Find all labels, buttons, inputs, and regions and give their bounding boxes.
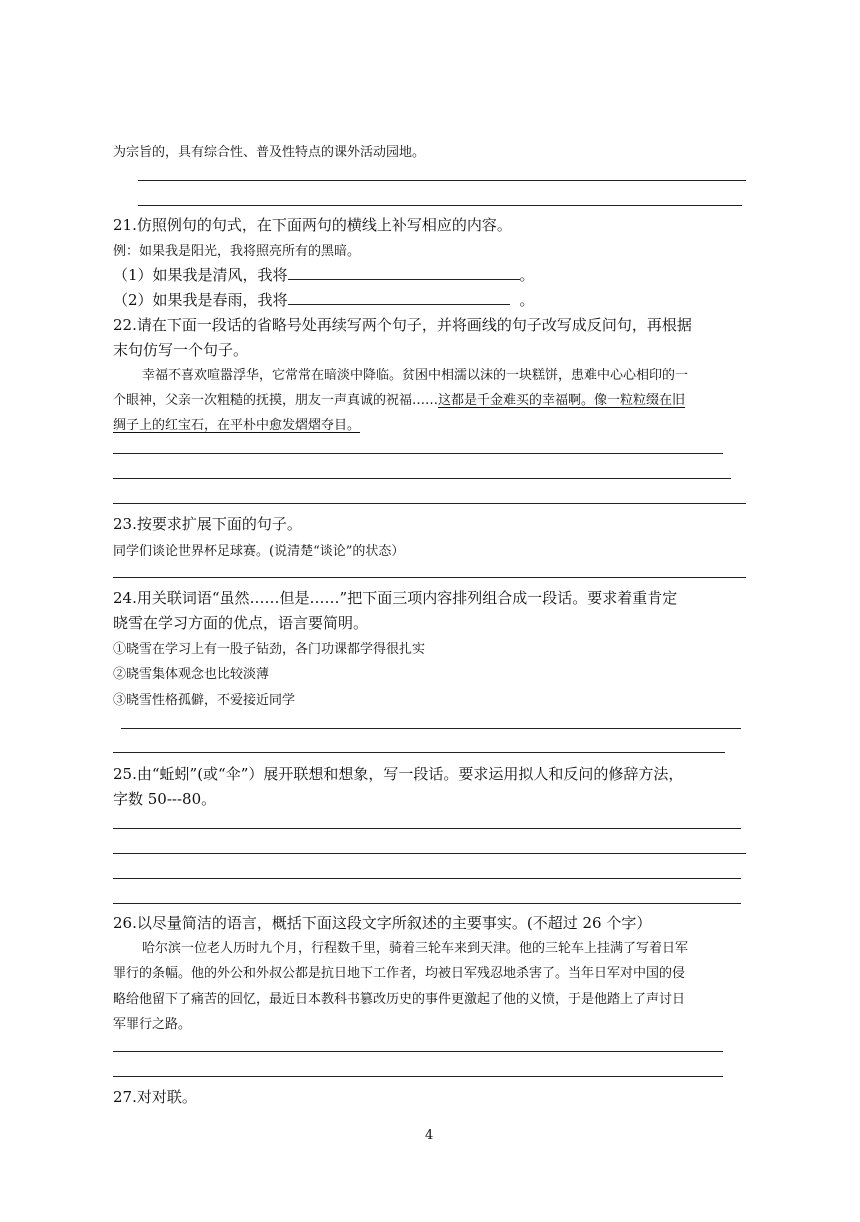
q24-title-line-2: 晓雪在学习方面的优点，语言要简明。 (113, 614, 369, 632)
q22-passage-tail: 。像一粒粒缀在旧 (581, 393, 686, 408)
answer-line (113, 878, 741, 879)
answer-line (138, 205, 742, 206)
answer-line (113, 1076, 723, 1077)
q23-title: 23.按要求扩展下面的句子。 (113, 515, 302, 533)
q24-title-line-1: 24.用关联词语“虽然……但是……”把下面三项内容排列组合成一段话。要求着重肯定 (113, 589, 678, 607)
q22-title-line-1: 22.请在下面一段话的省略号处再续写两个句子，并将画线的句子改写成反问句，再根据 (113, 316, 692, 334)
q27-title: 27.对对联。 (113, 1088, 197, 1106)
q22-passage-line-2 (113, 389, 685, 408)
q22-passage-line-3: 绸子上的红宝石，在平朴中愈发熠熠夺目。 (113, 418, 361, 433)
q24-item-2: ②晓雪集体观念也比较淡薄 (113, 667, 270, 682)
q25-title-line-1: 25.由“蚯蚓”(或“伞”）展开联想和想象，写一段话。要求运用拟人和反问的修辞方法， (113, 765, 684, 783)
answer-line (113, 903, 741, 904)
answer-line (138, 180, 746, 181)
fill-blank[interactable] (288, 265, 520, 280)
answer-line (113, 478, 731, 479)
answer-line (113, 503, 746, 504)
q25-title-line-2: 字数 50---80。 (113, 790, 217, 808)
q21-item-1-prefix: （1）如果我是清风，我将 (113, 266, 288, 284)
q21-item-2-prefix: （2）如果我是春雨，我将 (113, 291, 288, 309)
q26-passage-line-2: 罪行的条幅。他的外公和外叔公都是抗日地下工作者，均被日军残忍地杀害了。当年日军对中国的侵 (113, 966, 686, 981)
q21-item-2 (113, 289, 535, 310)
answer-line (113, 577, 746, 578)
q22-underlined-sentence: 这都是千金难买的幸福啊 (438, 393, 582, 408)
answer-line (113, 752, 725, 753)
q26-passage-line-4: 军罪行之路。 (113, 1017, 192, 1032)
fill-blank[interactable] (288, 290, 510, 305)
q22-passage-line-1: 幸福不喜欢喧嚣浮华，它常常在暗淡中降临。贫困中相濡以沫的一块糕饼，患难中心心相印的一 (142, 368, 689, 383)
answer-line (113, 828, 741, 829)
q26-title: 26.以尽量简洁的语言，概括下面这段文字所叙述的主要事实。(不超过 26 个字） (113, 914, 652, 932)
answer-line (113, 853, 746, 854)
answer-line (113, 453, 723, 454)
intro-tail-text: 为宗旨的，具有综合性、普及性特点的课外活动园地。 (113, 145, 426, 160)
q23-sentence: 同学们谈论世界杯足球赛。(说清楚“谈论”的状态） (113, 544, 405, 559)
q21-example: 例：如果我是阳光，我将照亮所有的黑暗。 (113, 244, 361, 259)
q24-item-1: ①晓雪在学习上有一股子钻劲，各门功课都学得很扎实 (113, 642, 426, 657)
q22-passage-plain: 个眼神，父亲一次粗糙的抚摸，朋友一声真诚的祝福…… (113, 393, 439, 408)
q26-passage-line-1: 哈尔滨一位老人历时九个月，行程数千里，骑着三轮车来到天津。他的三轮车上挂满了写着日军 (142, 941, 689, 956)
q21-title: 21.仿照例句的句式，在下面两句的横线上补写相应的内容。 (113, 216, 512, 234)
page-number: 4 (425, 1128, 434, 1143)
answer-line (121, 728, 741, 729)
answer-line (113, 1051, 723, 1052)
q21-item-1-suffix: 。 (519, 266, 535, 284)
q21-item-2-suffix: 。 (519, 291, 535, 309)
q22-title-line-2: 末句仿写一个句子。 (113, 341, 249, 359)
q24-item-3: ③晓雪性格孤僻，不爱接近同学 (113, 693, 296, 708)
q26-passage-line-3: 略给他留下了痛苦的回忆，最近日本教科书篡改历史的事件更激起了他的义愤，于是他踏上了声讨日 (113, 992, 686, 1007)
q21-item-1 (113, 264, 535, 285)
